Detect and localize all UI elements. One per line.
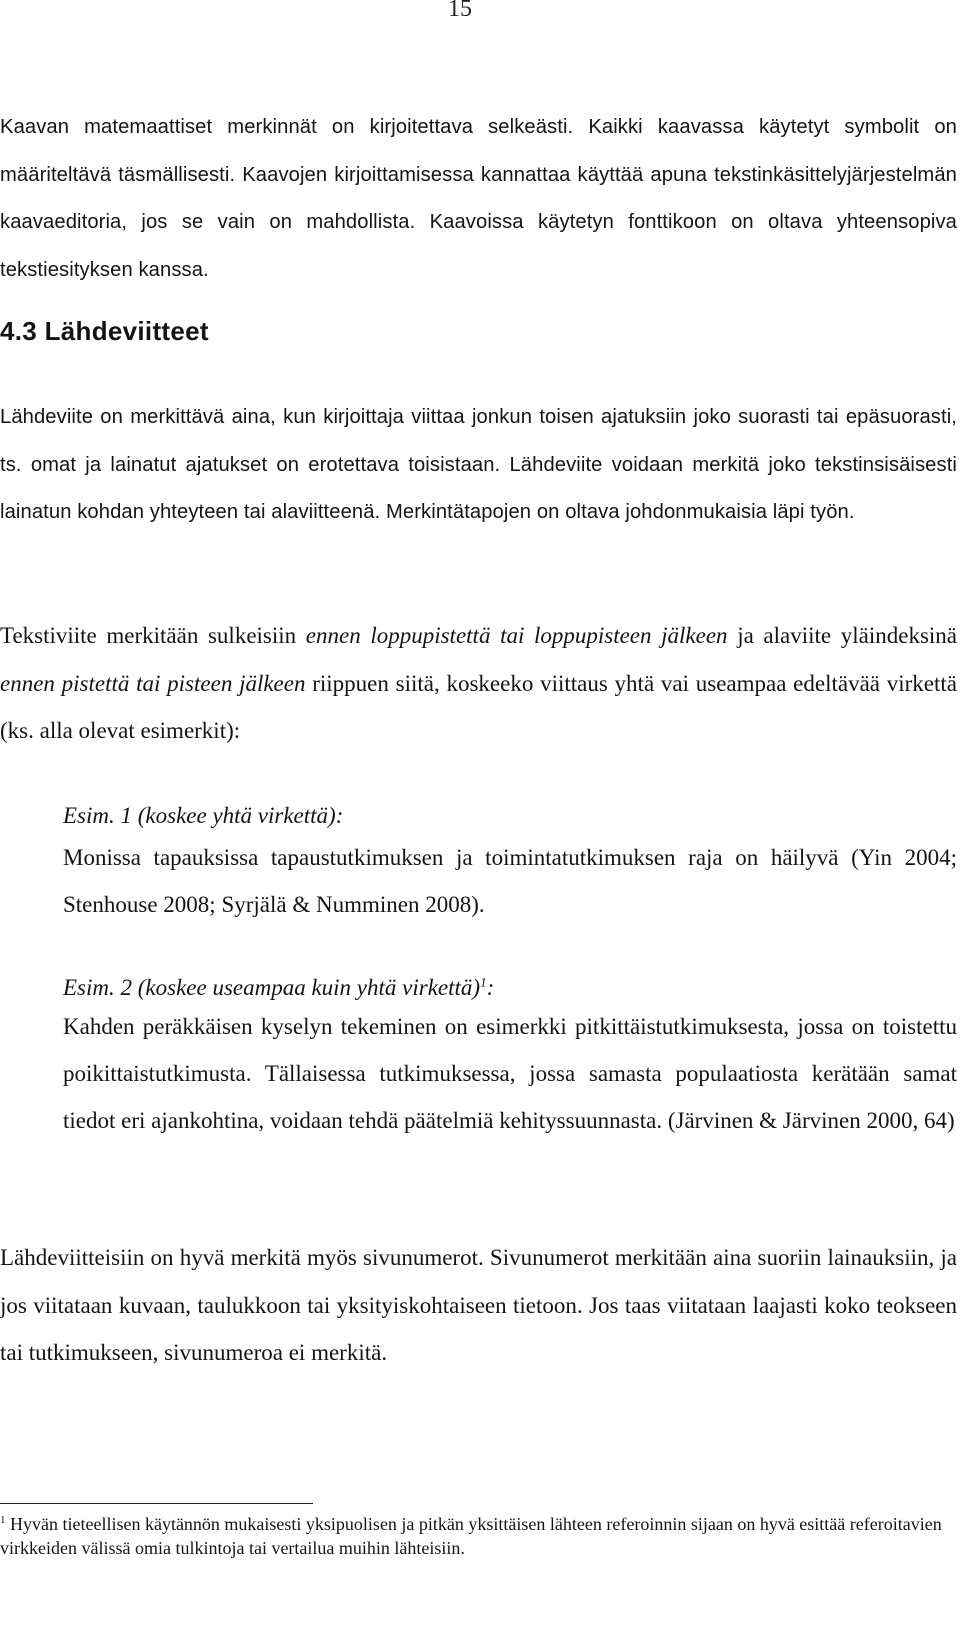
italic-segment: ennen loppupistettä tai loppupisteen jälkeen bbox=[305, 623, 728, 648]
example2-body: Kahden peräkkäisen kyselyn tekeminen on esimerkki pitkittäistutkimuksesta, jossa on toistettu poikittaistutkimusta. Tällaisessa tutkimuksessa, jossa samasta populaatiosta kerätään samat tiedot eri ajankohtina, voidaan tehdä päätelmiä kehityssuunnasta. (Järvinen & Järvinen 2000, 64) bbox=[63, 1014, 957, 1133]
footnote-divider bbox=[0, 1503, 313, 1504]
paragraph-formulas: Kaavan matemaattiset merkinnät on kirjoitettava selkeästi. Kaikki kaavassa käytetyt symbolit on määriteltävä täsmällisesti. Kaavojen kirjoittamisessa kannattaa käyttää apuna tekstinkäsittelyjärjestelmän kaavaeditoria, jos se vain on mahdollista. Kaavoissa käytetyn fonttikoon on oltava yhteensopiva tekstiesityksen kanssa. bbox=[0, 116, 957, 281]
footnote bbox=[0, 1512, 957, 1560]
example1-title: Esim. 1 (koskee yhtä virkettä): bbox=[63, 803, 344, 828]
footnote-text: Hyvän tieteellisen käytännön mukaisesti yksipuolisen ja pitkän yksittäisen lähteen referoinnin sijaan on hyvä esittää referoitavien virkkeiden välissä omia tulkintoja tai vertailua muihin lähteisiin. bbox=[0, 1514, 942, 1558]
example2-title bbox=[63, 975, 494, 1001]
footnote-reference: 1 bbox=[480, 974, 487, 990]
paragraph-page-numbers: Lähdeviitteisiin on hyvä merkitä myös sivunumerot. Sivunumerot merkitään aina suoriin lainauksiin, ja jos viitataan kuvaan, taulukkoon tai yksityiskohtaiseen tietoon. Jos taas viitataan laajasti koko teokseen tai tutkimukseen, sivunumeroa ei merkitä. bbox=[0, 1245, 957, 1365]
paragraph-citation-rules bbox=[0, 612, 957, 755]
example2-title-colon: : bbox=[486, 975, 495, 1000]
italic-segment: ennen pistettä tai pisteen jälkeen bbox=[0, 670, 306, 696]
text-segment: Tekstiviite merkitään sulkeisiin bbox=[0, 623, 306, 648]
example1-body: Monissa tapauksissa tapaustutkimuksen ja toimintatutkimuksen raja on häilyvä (Yin 2004; Stenhouse 2008; Syrjälä & Numminen 2008). bbox=[63, 845, 957, 917]
section-heading: 4.3 Lähdeviitteet bbox=[0, 316, 209, 346]
text-segment: riippuen siitä, koskeeko viittaus yhtä vai useampaa edeltävää virkettä (ks. alla olevat esimerkit): bbox=[0, 670, 957, 743]
example2-title-text: Esim. 2 (koskee useampaa kuin yhtä virkettä) bbox=[63, 975, 481, 1000]
paragraph-references: Lähdeviite on merkittävä aina, kun kirjoittaja viittaa jonkun toisen ajatuksiin joko suorasti tai epäsuorasti, ts. omat ja lainatut ajatukset on erotettava toisistaan. Lähdeviite voidaan merkitä joko tekstinsisäisesti lainatun kohdan yhteyteen tai alaviitteenä. Merkintätapojen on oltava johdonmukaisia läpi työn. bbox=[0, 406, 957, 523]
footnote-mark: 1 bbox=[0, 1514, 6, 1526]
text-segment: ja alaviite yläindeksinä bbox=[727, 623, 957, 648]
page-number: 15 bbox=[448, 0, 472, 22]
